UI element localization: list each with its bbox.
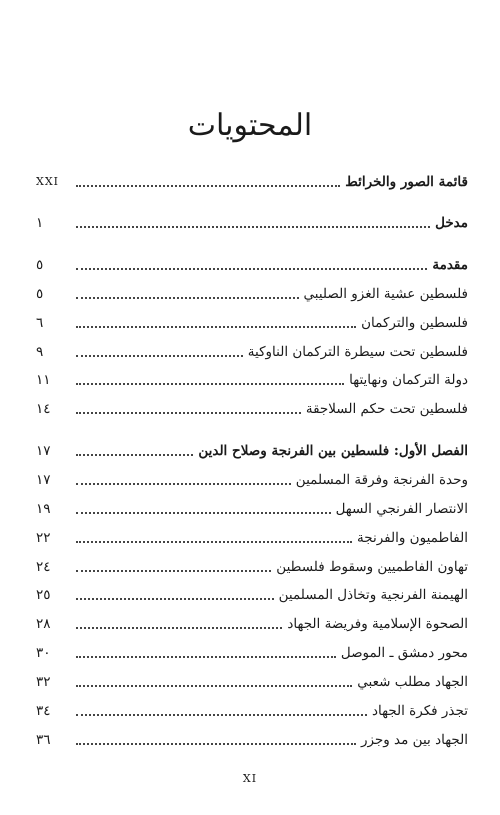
toc-entry [36, 368, 468, 390]
toc-entry [36, 439, 468, 461]
toc-entry [36, 497, 468, 519]
toc-entry-page: ١٤ [36, 401, 51, 417]
dot-leader [76, 743, 356, 745]
dot-leader [76, 297, 299, 299]
dot-leader [76, 685, 352, 687]
toc-entry [36, 253, 468, 275]
toc-entry [36, 170, 468, 192]
table-of-contents [36, 0, 468, 815]
toc-entry-title: فلسطين عشية الغزو الصليبي [303, 286, 468, 302]
toc-entry-page: ١٧ [36, 443, 51, 459]
dot-leader [76, 226, 430, 228]
toc-entry-page: ٢٨ [36, 616, 51, 632]
toc-entry-page: ٣٦ [36, 732, 51, 748]
toc-entry-title: الفاطميون والفرنجة [357, 530, 468, 546]
toc-entry [36, 526, 468, 548]
toc-entry-title: تهاون الفاطميين وسقوط فلسطين [276, 559, 468, 575]
toc-entry-title: فلسطين والتركمان [361, 315, 468, 331]
toc-entry-title: الصحوة الإسلامية وفريضة الجهاد [287, 616, 468, 632]
toc-entry-title: الفصل الأول: فلسطين بين الفرنجة وصلاح الدين [198, 443, 468, 459]
toc-entry [36, 211, 468, 233]
toc-entry-page: ٩ [36, 344, 44, 360]
dot-leader [76, 185, 340, 187]
toc-entry-title: الهيمنة الفرنجية وتخاذل المسلمين [278, 587, 468, 603]
toc-entry-page: ١١ [36, 372, 51, 388]
toc-entry-page: ٥ [36, 257, 44, 273]
dot-leader [76, 714, 367, 716]
toc-entry [36, 311, 468, 333]
toc-entry [36, 340, 468, 362]
dot-leader [76, 570, 271, 572]
toc-entry [36, 641, 468, 663]
dot-leader [76, 541, 352, 543]
page-number: XI [242, 772, 258, 785]
toc-entry-page: ٢٢ [36, 530, 51, 546]
toc-entry [36, 583, 468, 605]
toc-entry [36, 670, 468, 692]
toc-entry-title: الجهاد مطلب شعبي [357, 674, 468, 690]
page-title: المحتويات [187, 108, 313, 143]
toc-entry-page: XXI [36, 175, 60, 188]
dot-leader [76, 483, 291, 485]
toc-entry-page: ١٩ [36, 501, 51, 517]
toc-entry-title: محور دمشق ـ الموصل [340, 645, 468, 661]
toc-entry [36, 397, 468, 419]
toc-entry-title: مقدمة [432, 257, 468, 273]
toc-entry-title: فلسطين تحت حكم السلاجقة [305, 401, 468, 417]
dot-leader [76, 512, 331, 514]
toc-entry-page: ٥ [36, 286, 44, 302]
toc-entry [36, 555, 468, 577]
toc-entry-title: مدخل [435, 215, 468, 231]
toc-entry-title: تجذر فكرة الجهاد [371, 703, 468, 719]
toc-entry-title: قائمة الصور والخرائط [345, 174, 468, 190]
toc-entry-page: ١ [36, 215, 44, 231]
toc-entry-page: ٢٥ [36, 587, 51, 603]
toc-entry-title: فلسطين تحت سيطرة التركمان الناوكية [247, 344, 468, 360]
toc-entry-page: ١٧ [36, 472, 51, 488]
toc-entry-title: وحدة الفرنجة وفرقة المسلمين [295, 472, 468, 488]
dot-leader [76, 454, 193, 456]
dot-leader [76, 326, 356, 328]
dot-leader [76, 412, 301, 414]
toc-entry-page: ٣٤ [36, 703, 51, 719]
toc-entry-title: الانتصار الفرنجي السهل [335, 501, 468, 517]
toc-entry [36, 282, 468, 304]
toc-entry-page: ٣٠ [36, 645, 51, 661]
toc-entry-title: الجهاد بين مد وجزر [360, 732, 468, 748]
toc-entry-page: ٣٢ [36, 674, 51, 690]
toc-entry-page: ٦ [36, 315, 44, 331]
dot-leader [76, 627, 282, 629]
toc-entry-title: دولة التركمان ونهايتها [349, 372, 468, 388]
dot-leader [76, 355, 243, 357]
dot-leader [76, 656, 336, 658]
toc-entry-page: ٢٤ [36, 559, 51, 575]
toc-entry [36, 468, 468, 490]
toc-entry [36, 699, 468, 721]
dot-leader [76, 598, 274, 600]
dot-leader [76, 268, 427, 270]
toc-entry [36, 612, 468, 634]
toc-entry [36, 728, 468, 750]
dot-leader [76, 383, 344, 385]
